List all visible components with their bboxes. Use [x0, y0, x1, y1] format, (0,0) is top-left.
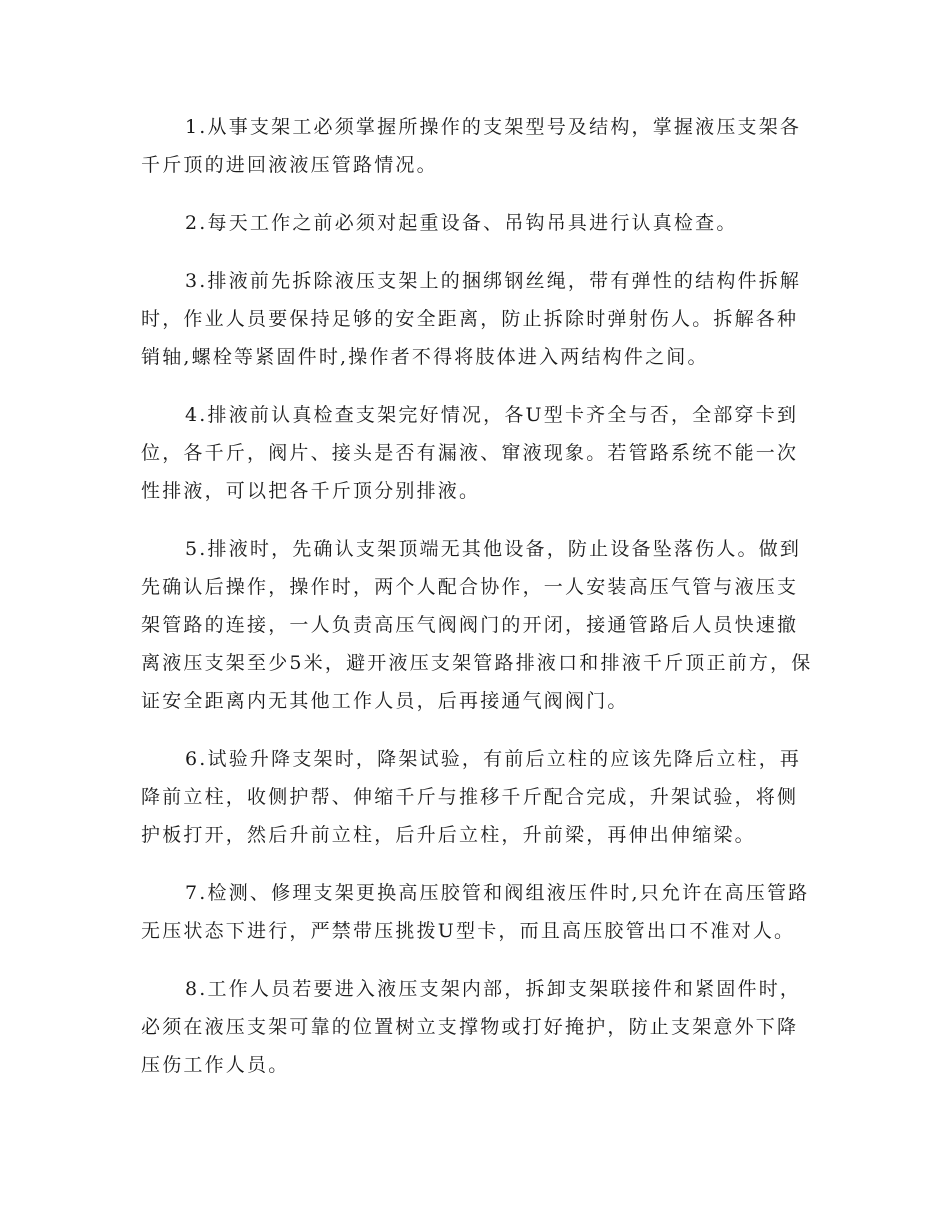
paragraph-7: 7.检测、修理支架更换高压胶管和阀组液压件时,只允许在高压管路无压状态下进行，严禁带压挑拨U型卡，而且高压胶管出口不准对人。 — [141, 882, 810, 942]
paragraph-3: 3.排液前先拆除液压支架上的捆绑钢丝绳，带有弹性的结构件拆解时，作业人员要保持足够的安全距离，防止拆除时弹射伤人。拆解各种销轴,螺栓等紧固件时,操作者不得将肢体进入两结构件之间。 — [141, 270, 802, 368]
paragraph-1: 1.从事支架工必须掌握所操作的支架型号及结构，掌握液压支架各千斤顶的进回液液压管路情况。 — [141, 116, 802, 176]
document-body — [141, 108, 813, 1104]
paragraph-6: 6.试验升降支架时，降架试验，有前后立柱的应该先降后立柱，再降前立柱，收侧护帮、伸缩千斤与推移千斤配合完成，升架试验，将侧护板打开，然后升前立柱，后升后立柱，升前梁，再伸出伸缩梁。 — [141, 748, 802, 846]
paragraph-8: 8.工作人员若要进入液压支架内部，拆卸支架联接件和紧固件时，必须在液压支架可靠的位置树立支撑物或打好掩护，防止支架意外下降压伤工作人员。 — [141, 978, 802, 1076]
paragraph-4: 4.排液前认真检查支架完好情况，各U型卡齐全与否，全部穿卡到位，各千斤，阀片、接头是否有漏液、窜液现象。若管路系统不能一次性排液，可以把各千斤顶分别排液。 — [141, 404, 799, 502]
paragraph-5: 5.排液时，先确认支架顶端无其他设备，防止设备坠落伤人。做到先确认后操作，操作时，两个人配合协作，一人安装高压气管与液压支架管路的连接，一人负责高压气阀阀门的开闭，接通管路后人员快速撤离液压支架至少5米，避开液压支架管路排液口和排液千斤顶正前方，保证安全距离内无其他工作人员，后再接通气阀阀门。 — [141, 538, 813, 712]
paragraph-2: 2.每天工作之前必须对起重设备、吊钩吊具进行认真检查。 — [185, 212, 738, 234]
